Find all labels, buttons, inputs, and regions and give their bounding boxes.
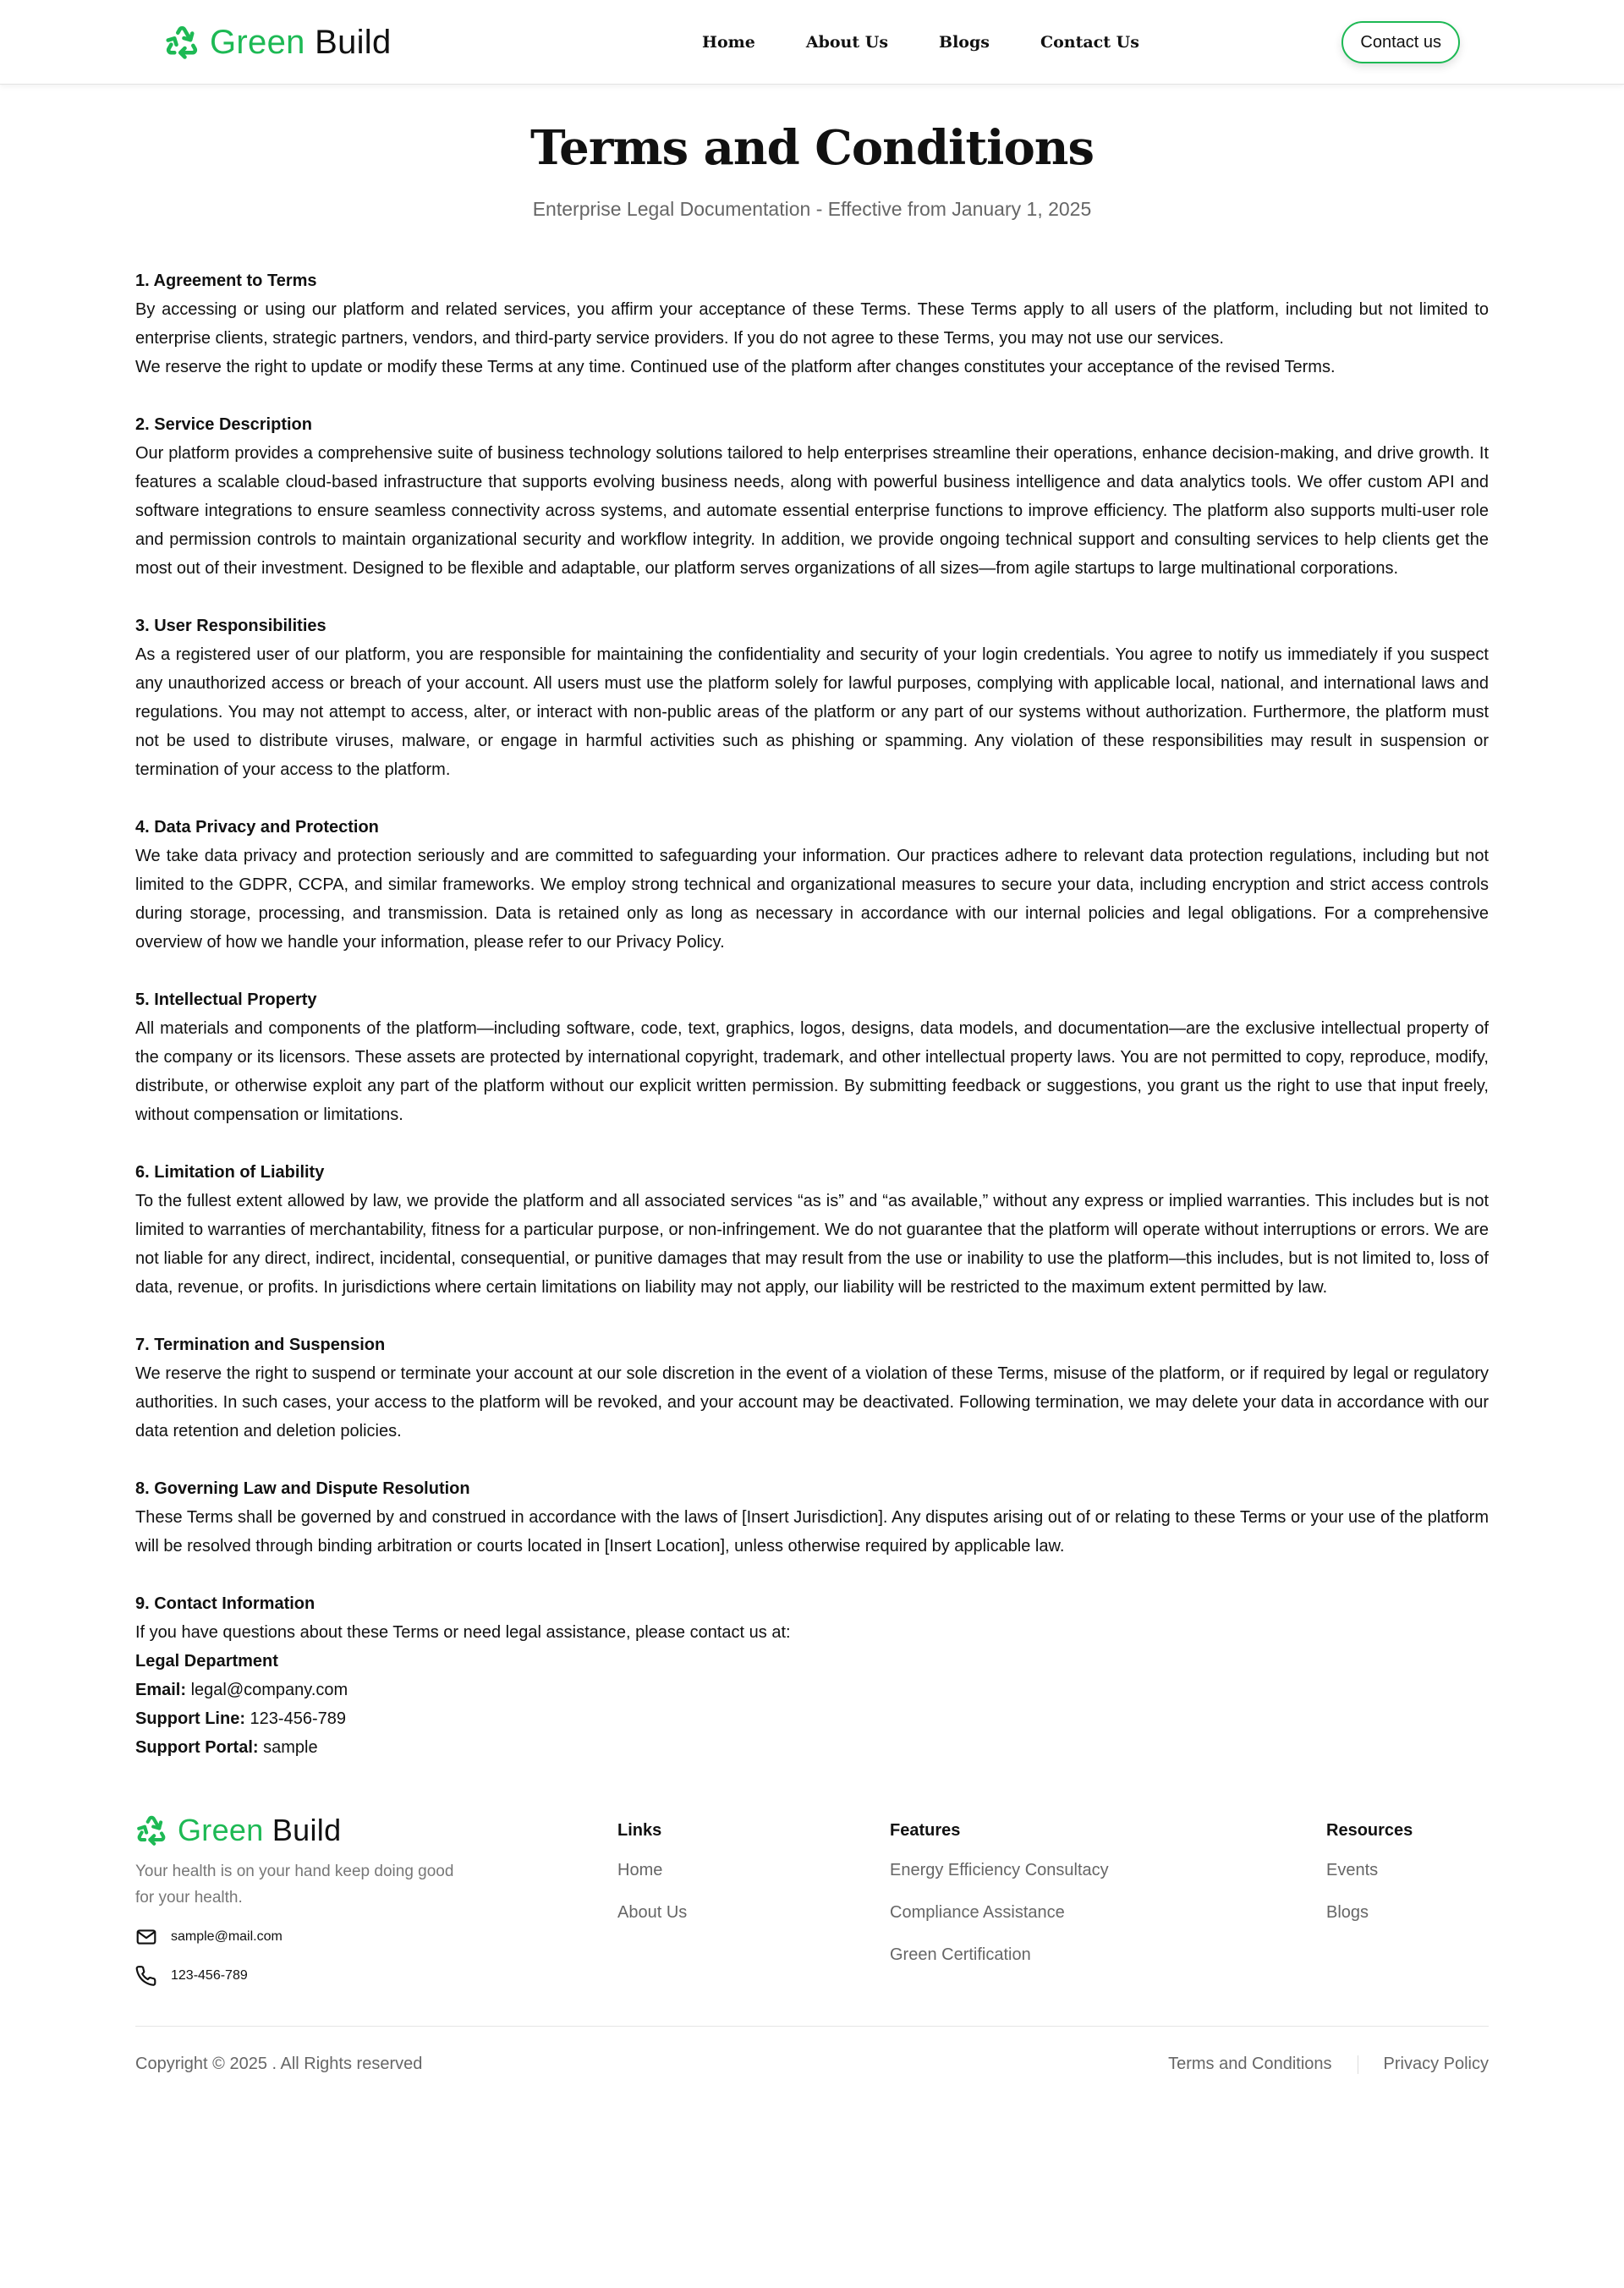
footer-email: [135, 1926, 617, 1948]
contact-support-number: 123-456-789: [250, 1709, 346, 1728]
section-heading: 6. Limitation of Liability: [135, 1163, 325, 1182]
section-heading: 1. Agreement to Terms: [135, 272, 317, 290]
footer-feature-compliance[interactable]: Compliance Assistance: [890, 1903, 1065, 1922]
footer-feature-certification[interactable]: Green Certification: [890, 1945, 1031, 1964]
footer-resource-events[interactable]: Events: [1326, 1861, 1379, 1879]
brand-name-black: Build: [272, 1813, 342, 1847]
brand-name-green: Green: [210, 24, 305, 61]
brand-name-black: Build: [315, 24, 392, 61]
site-header: [0, 0, 1624, 85]
email-label: Email:: [135, 1681, 187, 1699]
recycle-icon: [135, 1814, 167, 1846]
section-paragraph: By accessing or using our platform and related services, you affirm your acceptance of these Terms. These Terms apply to all users of the platform, including but not limited to enterprise clients, strategic partners, vendors, and third-party service providers. If you do not agree to these Terms, you may not use our services.: [135, 300, 1489, 348]
section-user-responsibilities: [135, 612, 1489, 784]
contact-us-button[interactable]: Contact us: [1341, 21, 1460, 63]
department-name: Legal Department: [135, 1652, 278, 1671]
section-heading: 9. Contact Information: [135, 1594, 315, 1613]
nav-blogs[interactable]: Blogs: [939, 33, 990, 52]
section-paragraph: We reserve the right to update or modify these Terms at any time. Continued use of the platform after changes constitutes your acceptance of the revised Terms.: [135, 358, 1336, 376]
portal-label: Support Portal:: [135, 1738, 259, 1757]
contact-email-line: [135, 1676, 1489, 1704]
section-agreement: [135, 266, 1489, 381]
section-heading: 8. Governing Law and Dispute Resolution: [135, 1479, 470, 1498]
footer-phone: [135, 1965, 617, 1987]
section-paragraph: We take data privacy and protection seriously and are committed to safeguarding your information. Our practices adhere to relevant data protection regulations, including but not limited to the GDPR, CCPA, and similar frameworks. We employ strong technical and organizational measures to secure your data, including encryption and strict access controls during storage, processing, and transmission. Data is retained only as long as necessary in accordance with our internal policies and legal obligations. For a comprehensive overview of how we handle your information, please refer to our Privacy Policy.: [135, 847, 1489, 952]
support-label: Support Line:: [135, 1709, 245, 1728]
contact-portal-line: [135, 1733, 1489, 1762]
privacy-policy-link[interactable]: Privacy Policy: [1383, 2055, 1489, 2073]
section-paragraph: Our platform provides a comprehensive suite of business technology solutions tailored to help enterprises streamline their operations, enhance decision-making, and drive growth. It features a scalable cloud-based infrastructure that supports evolving business needs, along with powerful business intelligence and data analytics tools. We offer custom API and software integrations to ensure seamless connectivity across systems, and automate essential enterprise functions to improve efficiency. The platform also supports multi-user role and permission controls to maintain organizational security and workflow integrity. In addition, we provide ongoing technical support and consulting services to help clients get the most out of their investment. Designed to be flexible and adaptable, our platform serves organizations of all sizes—from agile startups to large multinational corporations.: [135, 444, 1489, 578]
mail-icon: [135, 1926, 157, 1948]
section-termination: [135, 1331, 1489, 1446]
footer-tagline: Your health is on your hand keep doing good for your health.: [135, 1863, 454, 1907]
section-intellectual-property: [135, 985, 1489, 1129]
contact-support-line: [135, 1704, 1489, 1733]
contact-department: [135, 1647, 1489, 1676]
contact-email[interactable]: legal@company.com: [190, 1681, 348, 1699]
section-contact-information: [135, 1589, 1489, 1762]
footer-feature-energy[interactable]: Energy Efficiency Consultacy: [890, 1861, 1109, 1879]
section-liability: [135, 1158, 1489, 1302]
footer-links-title: Links: [617, 1821, 662, 1840]
footer-logo[interactable]: [135, 1814, 617, 1846]
section-heading: 3. User Responsibilities: [135, 617, 326, 635]
header-inner: [164, 0, 1460, 85]
footer-email-text[interactable]: sample@mail.com: [171, 1929, 283, 1944]
section-paragraph: To the fullest extent allowed by law, we provide the platform and all associated services “as is” and “as available,” without any express or implied warranties. This includes but is not limited to warranties of merchantability, fitness for a particular purpose, or non-infringement. We do not guarantee that the platform will operate without interruptions or errors. We are not liable for any direct, indirect, incidental, consequential, or punitive damages that may result from the use or inability to use the platform—this includes, but is not limited to, loss of data, revenue, or profits. In jurisdictions where certain limitations on liability may not apply, our liability will be restricted to the maximum extent permitted by law.: [135, 1192, 1489, 1297]
footer-bottom: [135, 2026, 1489, 2102]
terms-link[interactable]: Terms and Conditions: [1168, 2055, 1332, 2073]
section-governing-law: [135, 1474, 1489, 1561]
legal-links: [1168, 2055, 1489, 2074]
footer-links-column: [617, 1814, 890, 2026]
main-nav: [702, 33, 1139, 52]
section-heading: 2. Service Description: [135, 415, 312, 434]
footer-link-home[interactable]: Home: [617, 1861, 663, 1879]
section-data-privacy: [135, 813, 1489, 957]
footer-features-column: [890, 1814, 1326, 2026]
brand-logo[interactable]: [164, 25, 392, 60]
section-paragraph: We reserve the right to suspend or terminate your account at our sole discretion in the event of a violation of these Terms, misuse of the platform, or if required by legal or regulatory authorities. In such cases, your access to the platform will be revoked, and your account may be deactivated. Following termination, we may delete your data in accordance with our data retention and deletion policies.: [135, 1364, 1489, 1440]
footer-resources-column: [1326, 1814, 1489, 2026]
terms-sections: [135, 266, 1489, 1762]
nav-about[interactable]: About Us: [805, 33, 889, 52]
brand-name-green: Green: [178, 1813, 264, 1847]
section-service: [135, 410, 1489, 583]
footer-phone-text: 123-456-789: [171, 1968, 248, 1983]
footer-features-title: Features: [890, 1821, 961, 1840]
nav-contact[interactable]: Contact Us: [1040, 33, 1139, 52]
contact-portal: sample: [263, 1738, 318, 1757]
footer-link-about[interactable]: About Us: [617, 1903, 688, 1922]
phone-icon: [135, 1965, 157, 1987]
section-paragraph: As a registered user of our platform, you are responsible for maintaining the confidentiality and security of your login credentials. You agree to notify us immediately if you suspect any unauthorized access or breach of your account. All users must use the platform solely for lawful purposes, complying with applicable local, national, and international laws and regulations. You may not attempt to access, alter, or interact with non-public areas of the platform or any part of our systems without authorization. Furthermore, the platform must not be used to distribute viruses, malware, or engage in harmful activities such as phishing or spamming. Any violation of these responsibilities may result in suspension or termination of your access to the platform.: [135, 645, 1489, 779]
page-title: Terms and Conditions: [529, 120, 1095, 176]
footer-top: [135, 1814, 1489, 2026]
footer-resources-title: Resources: [1326, 1821, 1413, 1840]
section-heading: 4. Data Privacy and Protection: [135, 818, 379, 837]
section-heading: 5. Intellectual Property: [135, 990, 317, 1009]
page-subtitle: Enterprise Legal Documentation - Effective from January 1, 2025: [532, 198, 1092, 220]
section-paragraph: These Terms shall be governed by and construed in accordance with the laws of [Insert Jurisdiction]. Any disputes arising out of or relating to these Terms or your use of the platform will be resolved through binding arbitration or courts located in [Insert Location], unless otherwise required by applicable law.: [135, 1508, 1489, 1556]
brand-name: [210, 25, 392, 59]
recycle-icon: [164, 25, 200, 60]
footer-brand-name: [178, 1815, 341, 1846]
footer-resource-blogs[interactable]: Blogs: [1326, 1903, 1369, 1922]
nav-home[interactable]: Home: [702, 33, 755, 52]
section-heading: 7. Termination and Suspension: [135, 1336, 386, 1354]
site-footer: [135, 1814, 1489, 2102]
copyright-text: Copyright © 2025 . All Rights reserved: [135, 2055, 423, 2073]
main-content: [135, 120, 1489, 1762]
section-paragraph: All materials and components of the platform—including software, code, text, graphics, logos, designs, data models, and documentation—are the exclusive intellectual property of the company or its licensors. These assets are protected by international copyright, trademark, and other intellectual property laws. You are not permitted to copy, reproduce, modify, distribute, or otherwise exploit any part of the platform without our explicit written permission. By submitting feedback or suggestions, you grant us the right to use that input freely, without compensation or limitations.: [135, 1019, 1489, 1124]
contact-intro: If you have questions about these Terms or need legal assistance, please contact us at:: [135, 1623, 791, 1642]
footer-brand-column: [135, 1814, 617, 2026]
